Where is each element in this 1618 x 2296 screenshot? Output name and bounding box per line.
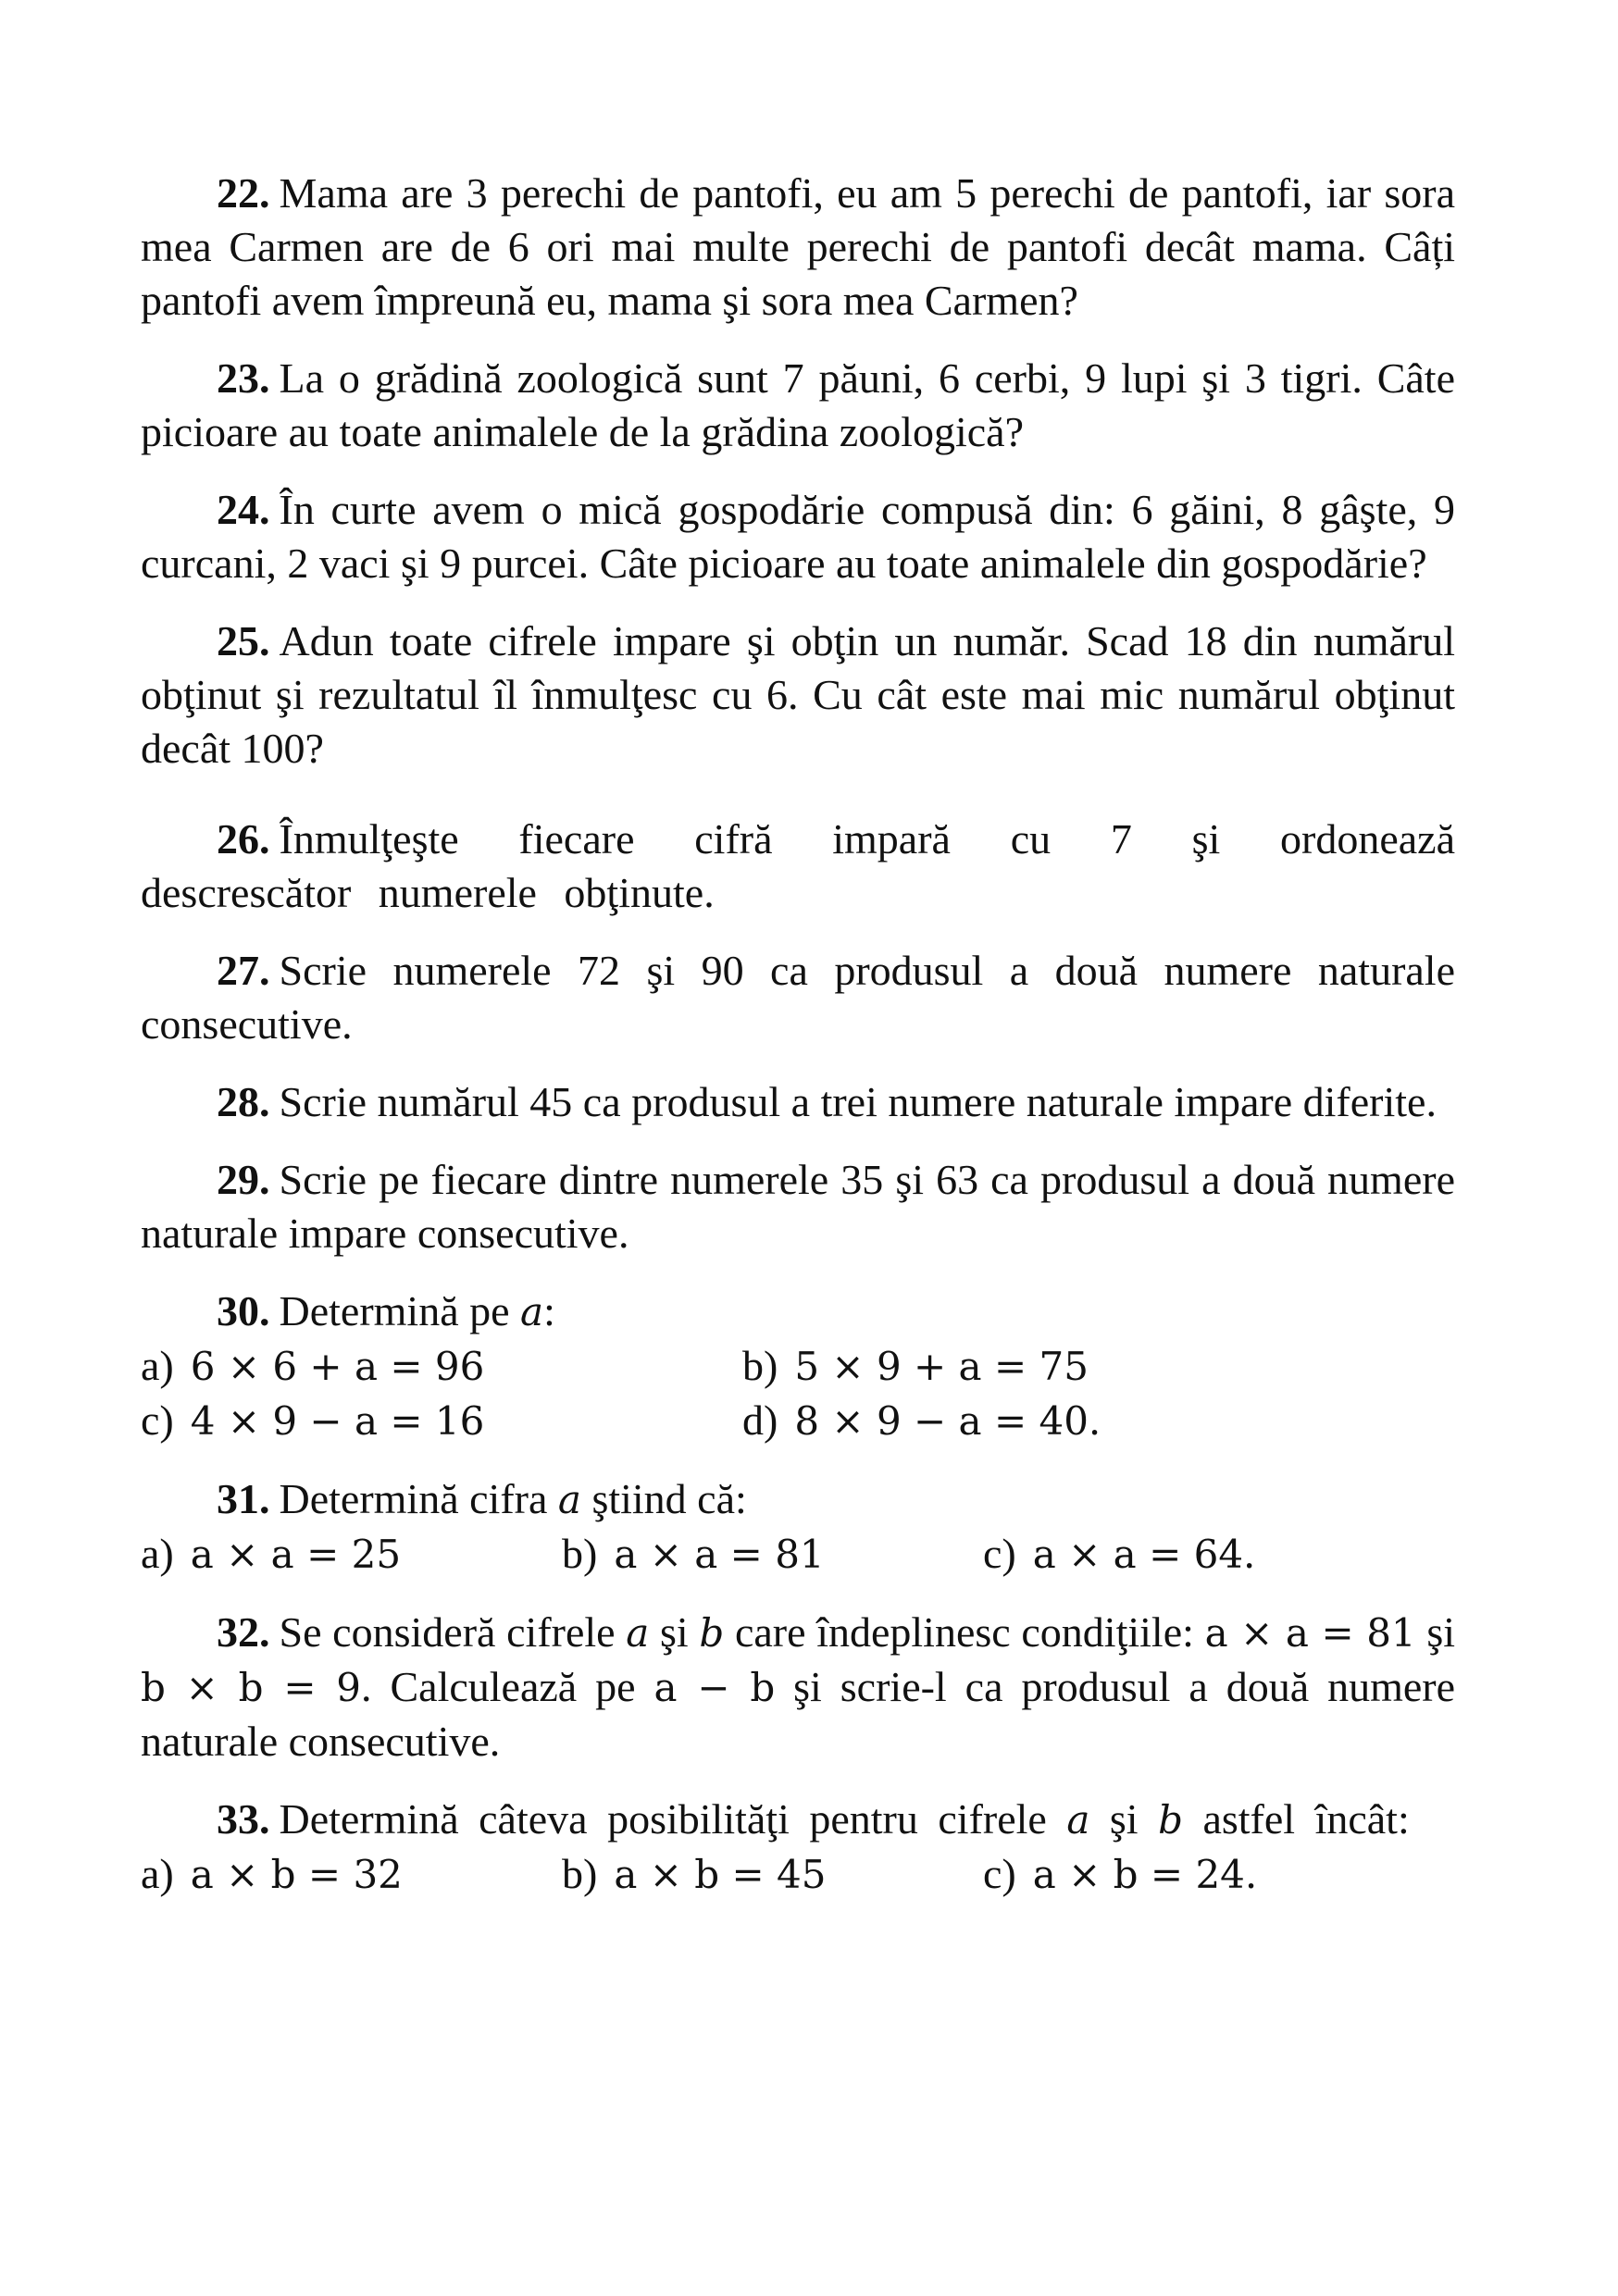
subitems-row xyxy=(141,1527,1455,1582)
equation: a × a = 64. xyxy=(1032,1532,1256,1577)
problem-number: 26. xyxy=(217,815,270,863)
equation: a × a = 81 xyxy=(1204,1610,1416,1656)
problem-number: 30. xyxy=(217,1287,270,1334)
subitem-label: b) xyxy=(562,1850,598,1897)
equation: 6 × 6 + a = 96 xyxy=(190,1344,485,1389)
problem-23 xyxy=(141,352,1455,459)
subitem-label: b) xyxy=(742,1342,778,1389)
subitem xyxy=(141,1339,742,1394)
subitems-row xyxy=(141,1339,1455,1394)
variable-b: b xyxy=(699,1610,725,1656)
equation: a − b xyxy=(653,1665,776,1710)
problem-text: Determină pe xyxy=(279,1287,510,1334)
problem-text: Scrie pe fiecare dintre numerele 35 şi 63 ca produsul a două numere naturale impare consecutive. xyxy=(141,1156,1455,1257)
subitem xyxy=(141,1394,742,1448)
problem-number: 27. xyxy=(217,947,270,994)
problem-text: care îndeplinesc condiţiile: xyxy=(734,1608,1194,1656)
problem-30 xyxy=(141,1285,1455,1448)
problem-number: 29. xyxy=(217,1156,270,1203)
equation: 5 × 9 + a = 75 xyxy=(794,1344,1089,1389)
problem-text: Mama are 3 perechi de pantofi, eu am 5 perechi de pantofi, iar sora mea Carmen are de 6 ori mai multe perechi de pantofi decât mama. Câți pantofi avem împreună eu, mama şi sora mea Carmen? xyxy=(141,169,1455,324)
subitem xyxy=(562,1527,983,1582)
subitem xyxy=(983,1847,1257,1902)
subitem-label: a) xyxy=(141,1850,174,1897)
subitem-label: b) xyxy=(562,1530,598,1577)
subitem xyxy=(562,1847,983,1902)
subitem xyxy=(141,1527,562,1582)
colon: : xyxy=(543,1287,555,1334)
problem-text: Înmulţeşte fiecare cifră impară cu 7 şi ordonează descrescător numerele obţinute. xyxy=(141,815,1455,916)
subitem xyxy=(742,1394,1101,1448)
subitem-label: c) xyxy=(983,1850,1016,1897)
subitems-row xyxy=(141,1847,1455,1902)
problem-27 xyxy=(141,944,1455,1051)
problem-number: 31. xyxy=(217,1475,270,1522)
subitem-label: c) xyxy=(983,1530,1016,1577)
problem-28 xyxy=(141,1075,1455,1129)
worksheet-page xyxy=(141,167,1455,1926)
subitem-label: a) xyxy=(141,1342,174,1389)
problem-text: astfel încât: xyxy=(1202,1795,1410,1843)
problem-32 xyxy=(141,1606,1455,1769)
equation: a × a = 25 xyxy=(190,1532,402,1577)
problem-33 xyxy=(141,1793,1455,1902)
problem-25 xyxy=(141,614,1455,776)
equation: 4 × 9 − a = 16 xyxy=(190,1398,485,1444)
subitem-label: d) xyxy=(742,1396,778,1444)
subitem-label: c) xyxy=(141,1396,174,1444)
problem-31 xyxy=(141,1472,1455,1582)
problem-number: 24. xyxy=(217,486,270,533)
problem-text: ştiind că: xyxy=(591,1475,747,1522)
variable-a: a xyxy=(626,1610,650,1656)
subitem xyxy=(141,1847,562,1902)
problem-text: . Calculează pe xyxy=(361,1663,636,1710)
problem-29 xyxy=(141,1153,1455,1260)
problem-text: La o grădină zoologică sunt 7 păuni, 6 cerbi, 9 lupi şi 3 tigri. Câte picioare au toate animalele de la grădina zoologică? xyxy=(141,354,1455,455)
equation: a × a = 81 xyxy=(614,1532,825,1577)
problem-number: 25. xyxy=(217,617,270,664)
problem-text: şi xyxy=(660,1608,689,1656)
problem-24 xyxy=(141,483,1455,590)
variable-a: a xyxy=(520,1289,544,1334)
problem-text: Determină cifra xyxy=(279,1475,548,1522)
equation: a × b = 32 xyxy=(190,1852,403,1897)
problem-text: şi scrie-l ca produsul a două numere naturale consecutive. xyxy=(141,1663,1455,1765)
subitems-row xyxy=(141,1394,1455,1448)
problem-text: În curte avem o mică gospodărie compusă din: 6 găini, 8 gâşte, 9 curcani, 2 vaci şi 9 purcei. Câte picioare au toate animalele din gospodărie? xyxy=(141,486,1455,587)
problem-number: 33. xyxy=(217,1795,270,1843)
equation: a × b = 24. xyxy=(1032,1852,1258,1897)
problem-22 xyxy=(141,167,1455,328)
equation: a × b = 45 xyxy=(614,1852,827,1897)
problem-number: 32. xyxy=(217,1608,270,1656)
problem-text: Scrie numărul 45 ca produsul a trei numere naturale impare diferite. xyxy=(279,1078,1437,1125)
problem-number: 23. xyxy=(217,354,270,402)
equation: 8 × 9 − a = 40. xyxy=(794,1398,1101,1444)
variable-a: a xyxy=(1066,1797,1090,1843)
subitem-label: a) xyxy=(141,1530,174,1577)
problem-number: 22. xyxy=(217,169,270,217)
variable-b: b xyxy=(1158,1797,1183,1843)
problem-text: Se consideră cifrele xyxy=(279,1608,616,1656)
subitem xyxy=(983,1527,1255,1582)
problem-26 xyxy=(141,813,1455,920)
subitem xyxy=(742,1339,1089,1394)
variable-a: a xyxy=(557,1477,581,1522)
problem-text: Adun toate cifrele impare şi obţin un număr. Scad 18 din numărul obţinut şi rezultatul îl înmulţesc cu 6. Cu cât este mai mic numărul obţinut decât 100? xyxy=(141,617,1455,772)
equation: b × b = 9 xyxy=(141,1665,362,1710)
problem-text: şi xyxy=(1109,1795,1139,1843)
problem-text: şi xyxy=(1426,1608,1456,1656)
problem-text: Determină câteva posibilităţi pentru cifrele xyxy=(279,1795,1047,1843)
problem-number: 28. xyxy=(217,1078,270,1125)
problem-text: Scrie numerele 72 şi 90 ca produsul a două numere naturale consecutive. xyxy=(141,947,1455,1048)
